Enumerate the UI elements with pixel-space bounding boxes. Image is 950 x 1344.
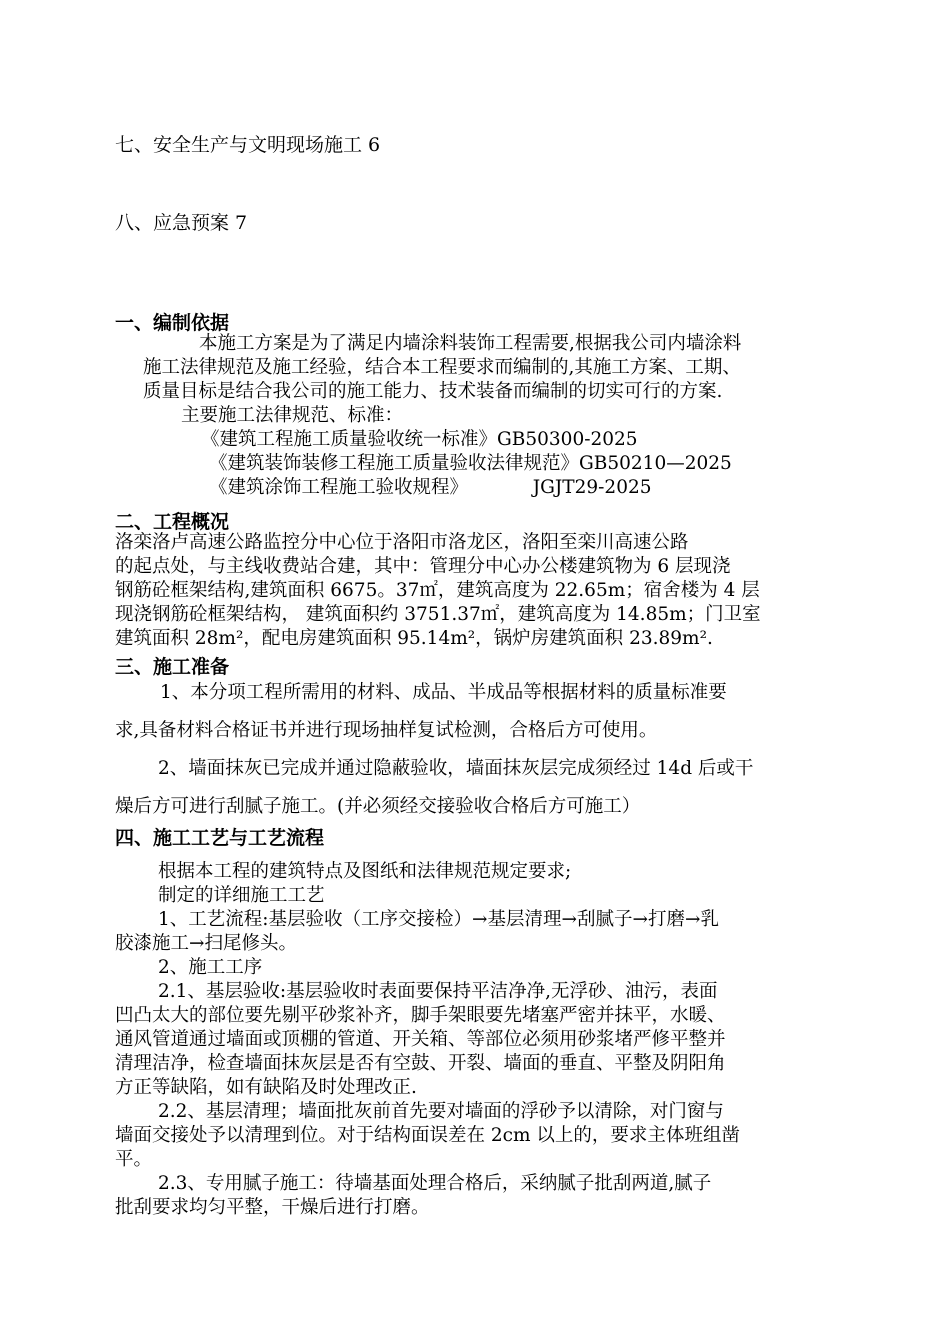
text-line: 墙面交接处予以清理到位。对于结构面误差在 2cm 以上的，要求主体班组凿 <box>115 1125 740 1146</box>
text-line: 建筑面积 28m²，配电房建筑面积 95.14m²，锅炉房建筑面积 23.89m². <box>115 628 713 649</box>
text-line: 钢筋砼框架结构,建筑面积 6675。37㎡，建筑高度为 22.65m；宿舍楼为 4 层 <box>115 580 760 601</box>
section-4-paragraph <box>115 860 860 1220</box>
text-line: 2、施工工序 <box>158 957 263 978</box>
text-line: 求,具备材料合格证书并进行现场抽样复试检测，合格后方可使用。 <box>115 720 658 741</box>
text-line: 质量目标是结合我公司的施工能力、技术装备而编制的切实可行的方案. <box>143 381 723 402</box>
text-line: 凹凸太大的部位要先剔平砂浆补齐，脚手架眼要先堵塞严密并抹平，水暖、 <box>115 1005 726 1026</box>
text-line: 2、墙面抹灰已完成并通过隐蔽验收，墙面抹灰层完成须经过 14d 后或干 <box>158 758 754 779</box>
text-line: 2.1、基层验收:基层验收时表面要保持平洁净净,无浮砂、油污，表面 <box>158 981 718 1002</box>
standard-item: 《建筑工程施工质量验收统一标准》GB50300-2025 <box>201 429 638 450</box>
standard-item: 《建筑涂饰工程施工验收规程》 JGJT29-2025 <box>209 477 652 498</box>
text-line: 清理洁净，检查墙面抹灰层是否有空鼓、开裂、墙面的垂直、平整及阴阳角 <box>115 1053 726 1074</box>
text-line: 2.2、基层清理；墙面批灰前首先要对墙面的浮砂予以清除，对门窗与 <box>158 1101 724 1122</box>
text-line: 根据本工程的建筑特点及图纸和法律规范规定要求; <box>158 861 572 882</box>
section-2-heading: 二、工程概况 <box>115 511 230 533</box>
text-line: 2.3、专用腻子施工：待墙基面处理合格后，采纳腻子批刮两道,腻子 <box>158 1173 712 1194</box>
section-1-heading: 一、编制依据 <box>115 312 230 334</box>
toc-item-8[interactable]: 八、应急预案 7 <box>115 212 248 234</box>
section-2-paragraph <box>115 531 860 651</box>
text-line: 通风管道通过墙面或顶棚的管道、开关箱、等部位必须用砂浆堵严修平整并 <box>115 1029 726 1050</box>
text-line: 的起点处，与主线收费站合建，其中：管理分中心办公楼建筑物为 6 层现浇 <box>115 556 731 577</box>
text-line: 本施工方案是为了满足内墙涂料装饰工程需要,根据我公司内墙涂料 <box>199 333 742 354</box>
text-line: 方正等缺陷，如有缺陷及时处理改正. <box>115 1077 417 1098</box>
text-line: 批刮要求均匀平整，干燥后进行打磨。 <box>115 1197 430 1218</box>
text-line: 1、本分项工程所需用的材料、成品、半成品等根据材料的质量标准要 <box>160 682 727 703</box>
standards-title: 主要施工法律规范、标准： <box>181 405 404 426</box>
toc-item-7[interactable]: 七、安全生产与文明现场施工 6 <box>115 134 381 156</box>
section-3-heading: 三、施工准备 <box>115 656 230 678</box>
section-4-heading: 四、施工工艺与工艺流程 <box>115 827 325 849</box>
text-line: 洛栾洛卢高速公路监控分中心位于洛阳市洛龙区，洛阳至栾川高速公路 <box>115 532 689 553</box>
text-line: 燥后方可进行刮腻子施工。(并必须经交接验收合格后方可施工） <box>115 796 641 817</box>
section-3-paragraph <box>115 674 860 826</box>
standard-item: 《建筑装饰装修工程施工质量验收法律规范》GB50210—2025 <box>209 453 732 474</box>
text-line: 现浇钢筋砼框架结构， 建筑面积约 3751.37㎡，建筑高度为 14.85m；门卫室 <box>115 604 761 625</box>
text-line: 施工法律规范及施工经验，结合本工程要求而编制的,其施工方案、工期、 <box>143 357 741 378</box>
text-line: 平。 <box>115 1149 153 1170</box>
text-line: 1、工艺流程:基层验收（工序交接检）→基层清理→刮腻子→打磨→乳 <box>158 909 720 930</box>
text-line: 制定的详细施工工艺 <box>158 885 325 906</box>
text-line: 胶漆施工→扫尾修头。 <box>115 933 298 954</box>
section-1-paragraph <box>143 332 888 500</box>
